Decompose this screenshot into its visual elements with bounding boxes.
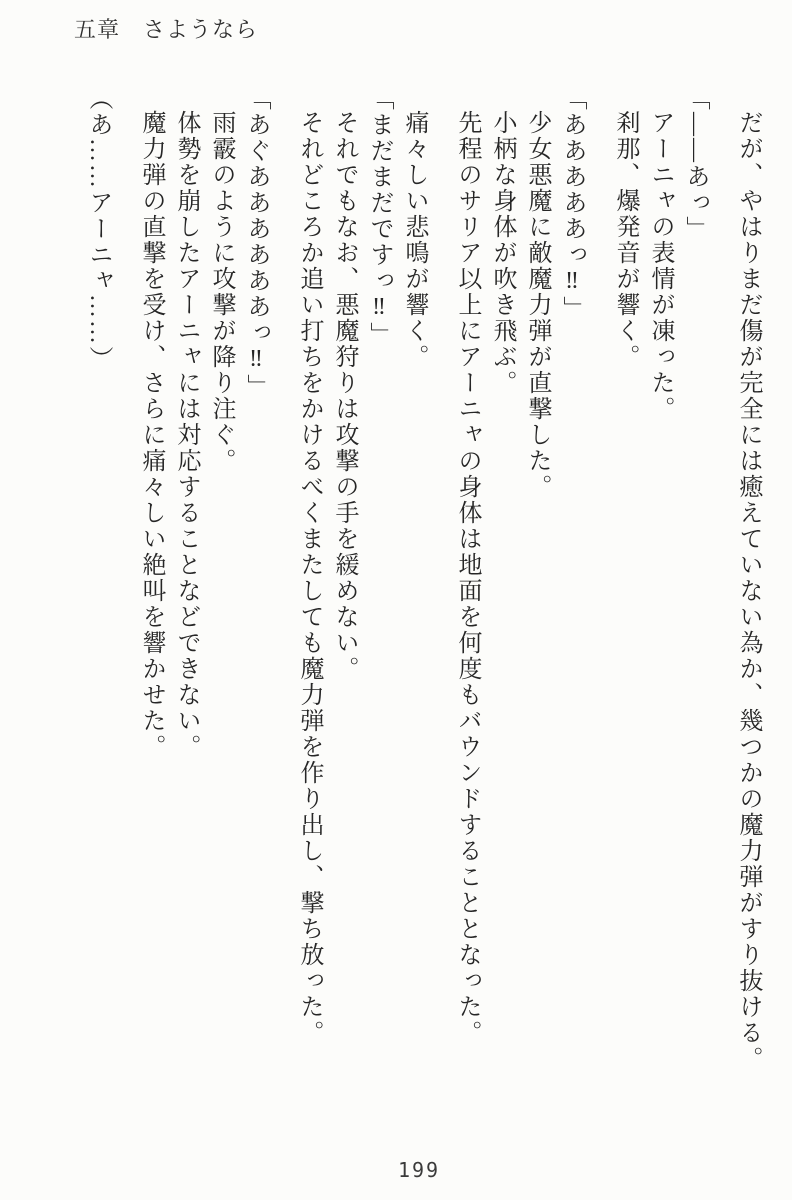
paragraph: 小柄な身体が吹き飛ぶ。 [489, 110, 515, 396]
paragraph: 痛々しい悲鳴が響く。 [401, 110, 427, 370]
paragraph: それどころか追い打ちをかけるべくまたしても魔力弾を作り出し、撃ち放った。 [296, 110, 322, 1046]
paragraph: 刹那、爆発音が響く。 [612, 110, 638, 370]
paragraph: だが、やはりまだ傷が完全には癒えていない為か、幾つかの魔力弾がすり抜ける。 [735, 110, 761, 1072]
dialogue-line: 「あぐああああああっ‼」 [243, 86, 269, 400]
page-number: 199 [397, 1158, 441, 1182]
chapter-header: 五章 さようなら [74, 17, 259, 42]
paragraph: 先程のサリア以上にアーニャの身体は地面を何度もバウンドすることとなった。 [454, 110, 480, 1046]
dialogue-line: 「――あっ」 [682, 86, 708, 242]
thought-line: （あ……アーニャ……） [85, 86, 111, 372]
paragraph: 雨霰のように攻撃が降り注ぐ。 [208, 110, 234, 474]
paragraph: アーニャの表情が凍った。 [647, 110, 673, 422]
paragraph: 魔力弾の直撃を受け、さらに痛々しい絶叫を響かせた。 [138, 110, 164, 760]
paragraph: 体勢を崩したアーニャには対応することなどできない。 [173, 110, 199, 760]
dialogue-line: 「あああああっ‼」 [559, 86, 585, 322]
vertical-text-block [80, 86, 765, 1158]
paragraph: それでもなお、悪魔狩りは攻撃の手を緩めない。 [331, 110, 357, 682]
dialogue-line: 「まだまだですっ‼」 [366, 86, 392, 348]
paragraph: 少女悪魔に敵魔力弾が直撃した。 [524, 110, 550, 500]
